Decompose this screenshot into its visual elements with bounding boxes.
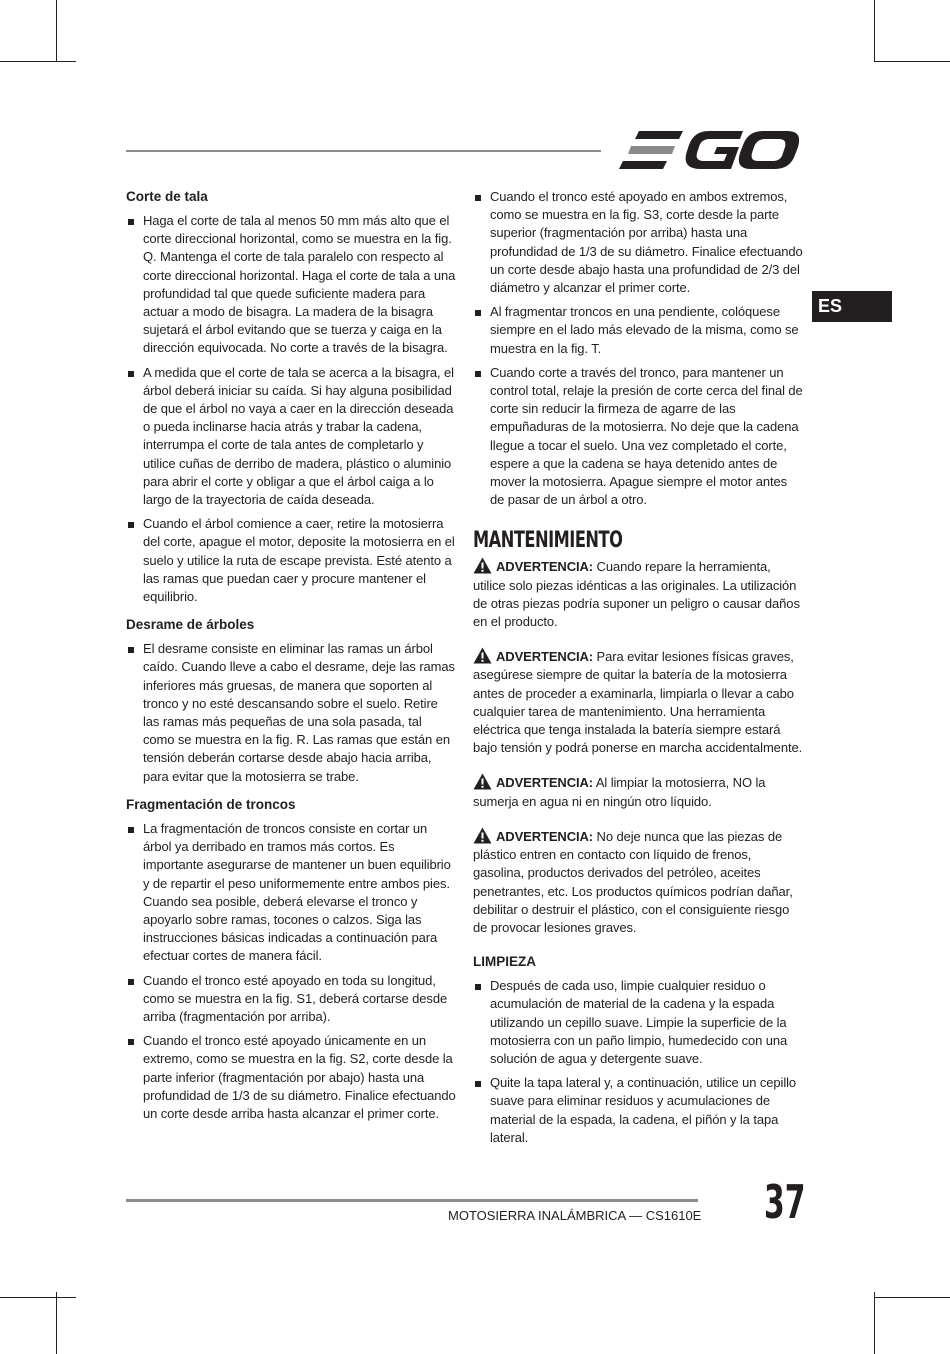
warning-label: ADVERTENCIA: bbox=[496, 649, 594, 665]
warning-block bbox=[473, 827, 803, 937]
warning-text: Para evitar lesiones físicas graves, asegúrese siempre de quitar la batería de la motosierra antes de proceder a examinarla, limpiarla o llevar a cabo cualquier tarea de mantenimiento. Una herramienta eléctrica que tenga instalada la batería siempre estará bajo tensión y podrá ponerse en marcha accidentalmente. bbox=[473, 649, 803, 756]
list-item: Cuando el tronco esté apoyado en toda su longitud, como se muestra en la fig. S1, deberá cortarse desde arriba (fragmentación por arriba). bbox=[126, 972, 456, 1027]
ego-logo-icon bbox=[617, 129, 799, 171]
list-item: Al fragmentar troncos en una pendiente, colóquese siempre en el lado más elevado de la misma, como se muestra en la fig. T. bbox=[473, 303, 803, 358]
footer-rule bbox=[126, 1199, 698, 1202]
list-item: Cuando corte a través del tronco, para mantener un control total, relaje la presión de corte cerca del final de corte sin reducir la firmeza de agarre de las empuñaduras de la motosierra. No deje que la cadena llegue a tocar el suelo. Una vez completado el corte, espere a que la cadena se haya detenido antes de mover la motosierra. Apague siempre el motor antes de pasar de un árbol a otro. bbox=[473, 364, 803, 510]
list-item: Haga el corte de tala al menos 50 mm más alto que el corte direccional horizontal, como se muestra en la fig. Q. Mantenga el corte de tala paralelo con respecto al corte direccional horizontal. Haga el corte de tala a una profundidad tal que quede suficiente madera para actuar a modo de bisagra. La madera de la bisagra sujetará el árbol evitando que se tuerza y caiga en la dirección equivocada. No corte a través de la bisagra. bbox=[126, 212, 456, 358]
section-fragmentacion bbox=[126, 796, 456, 1123]
crop-mark bbox=[874, 1297, 950, 1298]
section-corte-de-tala bbox=[126, 188, 456, 606]
list-item: Después de cada uso, limpie cualquier residuo o acumulación de material de la cadena y la espada utilizando un cepillo suave. Limpie la superficie de la motosierra con un paño limpio, humedecido con una solución de agua y detergente suave. bbox=[473, 977, 803, 1068]
list-item: Cuando el tronco esté apoyado en ambos extremos, como se muestra en la fig. S3, corte desde la parte superior (fragmentación por arriba) hasta una profundidad de 1/3 de su diámetro. Finalice efectuando un corte desde abajo hasta una profundidad de 2/3 del diámetro y alcanzar el primer corte. bbox=[473, 188, 803, 297]
section-title: MANTENIMIENTO bbox=[473, 528, 623, 554]
language-tab: ES bbox=[812, 291, 892, 322]
bullet-list bbox=[473, 188, 803, 509]
crop-mark bbox=[874, 1292, 875, 1354]
section-heading: Corte de tala bbox=[126, 189, 208, 204]
warning-block bbox=[473, 557, 803, 631]
warning-block bbox=[473, 647, 803, 757]
crop-mark bbox=[0, 1297, 76, 1298]
bullet-list bbox=[126, 820, 456, 1123]
bullet-list bbox=[126, 640, 456, 786]
crop-mark bbox=[874, 61, 950, 62]
warning-block bbox=[473, 773, 803, 810]
warning-text: Al limpiar la motosierra, NO la sumerja en agua ni en ningún otro líquido. bbox=[473, 775, 766, 809]
section-desrame bbox=[126, 616, 456, 786]
right-column bbox=[473, 188, 803, 1157]
bullet-list bbox=[473, 977, 803, 1147]
warning-icon bbox=[473, 557, 492, 574]
warning-icon bbox=[473, 827, 492, 844]
list-item: La fragmentación de troncos consiste en cortar un árbol ya derribado en tramos más cortos. Es importante asegurarse de mantener un buen equilibrio y de repartir el peso uniformemente entre ambos pies. Cuando sea posible, deberá elevarse el tronco y apoyarlo sobre ramas, tocones o calzos. Siga las instrucciones básicas indicadas a continuación para efectuar cortes de manera fácil. bbox=[126, 820, 456, 966]
warning-text: Cuando repare la herramienta, utilice solo piezas idénticas a las originales. La utilización de otras piezas podría suponer un peligro o causar daños en el producto. bbox=[473, 559, 800, 630]
left-column bbox=[126, 188, 456, 1133]
warning-label: ADVERTENCIA: bbox=[496, 559, 594, 575]
section-heading: Fragmentación de troncos bbox=[126, 796, 296, 812]
crop-mark bbox=[874, 0, 875, 62]
warning-label: ADVERTENCIA: bbox=[496, 828, 594, 844]
section-heading: Desrame de árboles bbox=[126, 617, 255, 633]
header-rule bbox=[126, 150, 601, 152]
footer-product-title: MOTOSIERRA INALÁMBRICA — CS1610E bbox=[448, 1208, 702, 1223]
warning-label: ADVERTENCIA: bbox=[496, 775, 594, 791]
warning-icon bbox=[473, 647, 492, 664]
warning-icon bbox=[473, 773, 492, 790]
list-item: Cuando el árbol comience a caer, retire la motosierra del corte, apague el motor, deposite la motosierra en el suelo y utilice la ruta de escape prevista. Esté atento a las ramas que puedan caer y procure mantener el equilibrio. bbox=[126, 515, 456, 606]
brand-logo bbox=[617, 129, 799, 176]
page-number: 37 bbox=[764, 1175, 806, 1229]
subsection-title: LIMPIEZA bbox=[473, 954, 536, 970]
list-item: Quite la tapa lateral y, a continuación, utilice un cepillo suave para eliminar residuos y acumulaciones de material de la espada, la cadena, el piñón y la tapa lateral. bbox=[473, 1074, 803, 1147]
crop-mark bbox=[56, 1292, 57, 1354]
crop-mark bbox=[0, 61, 76, 62]
list-item: Cuando el tronco esté apoyado únicamente en un extremo, como se muestra en la fig. S2, corte desde la parte inferior (fragmentación por abajo) hasta una profundidad de 1/3 de su diámetro. Finalice efectuando un corte desde arriba hasta alcanzar el primer corte. bbox=[126, 1032, 456, 1123]
crop-mark bbox=[56, 0, 57, 62]
list-item: A medida que el corte de tala se acerca a la bisagra, el árbol deberá iniciar su caída. Si hay alguna posibilidad de que el árbol no vaya a caer en la dirección deseada o pueda inclinarse hacia atrás y trabar la cadena, interrumpa el corte de tala antes de completarlo y utilice cuñas de derribo de madera, plástico o aluminio para abrir el corte y obligar a que el árbol caiga a lo largo de la trayectoria de caída deseada. bbox=[126, 364, 456, 510]
warning-text: No deje nunca que las piezas de plástico entren en contacto con líquido de frenos, gasolina, productos derivados del petróleo, aceites penetrantes, etc. Los productos químicos podrían dañar, debilitar o destruir el plástico, con el consiguiente riesgo de provocar lesiones graves. bbox=[473, 828, 793, 935]
list-item: El desrame consiste en eliminar las ramas un árbol caído. Cuando lleve a cabo el desrame, deje las ramas inferiores más gruesas, de manera que soporten al tronco y no esté descansando sobre el suelo. Retire las ramas más pequeñas de una sola pasada, tal como se muestra en la fig. R. Las ramas que están en tensión deberán cortarse desde abajo hacia arriba, para evitar que la motosierra se trabe. bbox=[126, 640, 456, 786]
bullet-list bbox=[126, 212, 456, 606]
